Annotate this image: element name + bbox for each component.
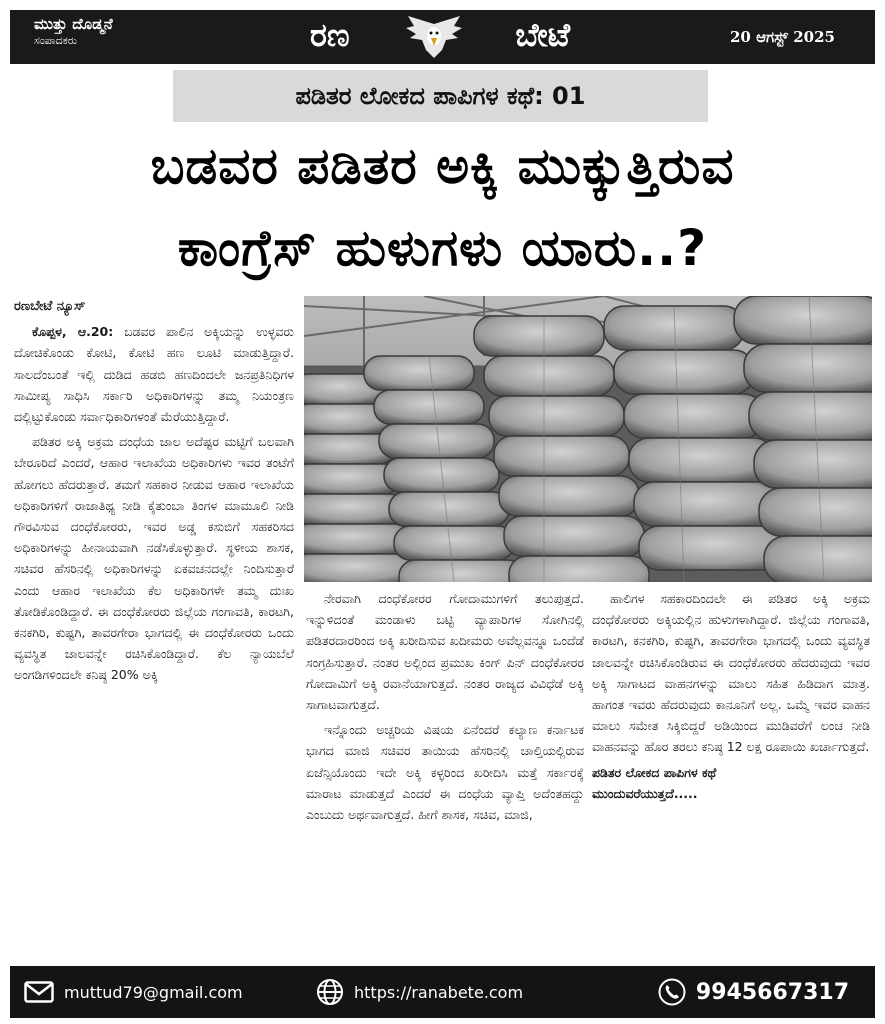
warehouse-photo-illustration [304, 296, 872, 582]
phone-icon [658, 978, 686, 1006]
mail-icon [24, 981, 54, 1003]
contact-footer [10, 966, 875, 1018]
rice-sacks-photo [304, 296, 872, 582]
brand-word-left: ರಣ [310, 16, 350, 54]
phone-number[interactable]: 9945667317 [695, 979, 849, 1005]
brand-word-right: ಬೇಟೆ [515, 16, 570, 54]
article-column-3 [592, 588, 870, 964]
email-address[interactable]: muttud79@gmail.com [64, 982, 243, 1002]
masthead [10, 10, 875, 64]
globe-icon [316, 978, 344, 1006]
paragraph [14, 321, 294, 427]
dateline: ಕೊಪ್ಪಳ, ಆ.20: [32, 324, 114, 340]
byline: ರಣಬೇಟೆ ನ್ಯೂಸ್ [14, 299, 86, 314]
series-title: ಪಡಿತರ ಲೋಕದ ಪಾಪಿಗಳ ಕಥೆ: 01 [173, 70, 708, 122]
issue-date: 20 ಆಗಸ್ಟ್ 2025 [730, 28, 835, 46]
article-column-2 [306, 588, 584, 964]
website-url[interactable]: https://ranabete.com [354, 982, 524, 1002]
editor-block [34, 16, 113, 47]
paragraph-text: ಬಡವರ ಪಾಲಿನ ಅಕ್ಕಿಯನ್ನು ಉಳ್ಳವರು ದೋಚಿಕೊಂಡು ಕೋಟಿ, ಕೋಟಿ ಹಣ ಲೂಟಿ ಮಾಡುತ್ತಿದ್ದಾರೆ. ಸಾಲದೆಂಬಂತೆ ಇಲ್ಲಿ ದುಡಿದ ಹಡಬಿ ಹಣದಿಂದಲೇ ಜನಪ್ರತಿನಿಧಿಗಳ ಸಾಮೀಪ್ಯ ಸಾಧಿಸಿ ಸರ್ಕಾರಿ ಅಧಿಕಾರಿಗಳನ್ನು ತಮ್ಮ ನಿಯಂತ್ರಣ ದಲ್ಲಿಟ್ಟುಕೊಂಡು ಸರ್ವಾಧಿಕಾರಿಗಳಂತೆ ಮೆರೆಯುತ್ತಿದ್ದಾರೆ. [14, 324, 294, 425]
phone-contact[interactable] [658, 966, 849, 1018]
continued-text: ಮುಂದುವರೆಯುತ್ತದೆ..... [592, 785, 698, 801]
website-contact[interactable] [316, 966, 523, 1018]
editor-name: ಮುತ್ತು ದೊಡ್ಮನೆ [34, 15, 113, 33]
continued-note [592, 762, 870, 804]
paragraph: ಪಡಿತರ ಅಕ್ಕಿ ಅಕ್ರಮ ದಂಧೆಯ ಜಾಲ ಅದೆಷ್ಟರ ಮಟ್ಟಿಗೆ ಬಲವಾಗಿ ಬೇರೂರಿದೆ ಎಂದರೆ, ಆಹಾರ ಇಲಾಖೆಯ ಅಧಿಕಾರಿಗಳು ಇವರ ತಂಟೆಗೆ ಹೋಗಲು ಹೆದರುತ್ತಾರೆ. ತಮಗೆ ಸಹಕಾರ ನೀಡುವ ಆಹಾರ ಇಲಾಖೆಯ ಅಧಿಕಾರಿಗಳಿಗೆ ರಾಜಾತಿಥ್ಯ ನೀಡಿ ಕೈತುಂಬಾ ತಿಂಗಳ ಮಾಮೂಲಿ ನೀಡಿ ಗೌರವಿಸುವ ದಂಧೆಕೋರರು, ಇವರ ಅಡ್ಡ ಕಸುಬಿಗೆ ಸಹಕರಿಸದ ಅಧಿಕಾರಿಗಳನ್ನು ಹೀನಾಯವಾಗಿ ನಡೆಸಿಕೊಳ್ಳುತ್ತಾರೆ. ಸ್ಥಳೀಯ ಶಾಸಕ, ಸಚಿವರ ಹೆಸರಿನಲ್ಲಿ ಅಧಿಕಾರಿಗಳನ್ನು ಏಕವಚನದಲ್ಲೇ ನಿಂದಿಸುತ್ತಾರೆ ಎಂದು ಆಹಾರ ಇಲಾಖೆಯ ಕೆಲ ಅಧಿಕಾರಿಗಳೇ ತಮ್ಮ ದುಃಖ ತೋಡಿಕೊಂಡಿದ್ದಾರೆ. ಈ ದಂಧೆಕೋರರು ಜಿಲ್ಲೆಯ ಗಂಗಾವತಿ, ಕಾರಟಗಿ, ಕನಕಗಿರಿ, ಕುಷ್ಟಗಿ, ತಾವರಗೇರಾ ಭಾಗದಲ್ಲಿ ಈ ದಂಧೆಕೋರರು ಒಂದು ವ್ಯವಸ್ಥಿತ ಜಾಲವನ್ನೇ ರಚಿಸಿಕೊಂಡಿದ್ದಾರೆ. ಕೆಲ ನ್ಯಾಯಬೆಲೆ ಅಂಗಡಿಗಳಿಂದಲೇ ಕನಿಷ್ಠ 20% ಅಕ್ಕಿ [14, 434, 294, 683]
paragraph: ನೇರವಾಗಿ ದಂಧೆಕೋರರ ಗೋದಾಮುಗಳಿಗೆ ತಲುಪುತ್ತದೆ. ಇನ್ನುಳಿದಂತೆ ಮಂಡಾಳು ಬಟ್ಟಿ ವ್ಯಾಪಾರಿಗಳ ಸೋಗಿನಲ್ಲಿ ಪಡಿತರದಾರರಿಂದ ಅಕ್ಕಿ ಖರೀದಿಸುವ ಖದೀಮರು ಅವೆಲ್ಲವನ್ನೂ ಒಂದೆಡೆ ಸಂಗ್ರಹಿಸುತ್ತಾರೆ. ನಂತರ ಅಲ್ಲಿಂದ ಪ್ರಮುಖ ಕಿಂಗ್ ಪಿನ್ ದಂಧೆಕೋರರ ಗೋದಾಮಿಗೆ ಅಕ್ಕಿ ರವಾನೆಯಾಗುತ್ತದೆ. ನಂತರ ರಾಜ್ಯದ ವಿವಿಧೆಡೆ ಅಕ್ಕಿ ಸಾಗಾಟವಾಗುತ್ತದೆ. [306, 591, 584, 713]
headline-line-1: ಬಡವರ ಪಡಿತರ ಅಕ್ಕಿ ಮುಕ್ಕುತ್ತಿರುವ [150, 137, 735, 195]
eagle-logo-icon [404, 14, 464, 66]
paragraph: ಹಾಲಿಗಳ ಸಹಕಾರದಿಂದಲೇ ಈ ಪಡಿತರ ಅಕ್ಕಿ ಅಕ್ರಮ ದಂಧೆಕೋರರು ಅಕ್ಕಿಯಲ್ಲಿನ ಹುಳುಗಳಾಗಿದ್ದಾರೆ. ಜಿಲ್ಲೆಯ ಗಂಗಾವತಿ, ಕಾರಟಗಿ, ಕನಕಗಿರಿ, ಕುಷ್ಟಗಿ, ತಾವರಗೇರಾ ಭಾಗದಲ್ಲಿ ಒಂದು ವ್ಯವಸ್ಥಿತ ಜಾಲವನ್ನೇ ರಚಿಸಿಕೊಂಡಿರುವ ಈ ದಂಧೆಕೋರರು ಹೆದರುವುದು ಇವರ ಅಕ್ಕಿ ಸಾಗಾಟದ ವಾಹನಗಳನ್ನು ಮಾಲು ಸಹಿತ ಹಿಡಿದಾಗ ಮಾತ್ರ. ಹಾಗಂತ ಇವರು ಹೆದರುವುದು ಕಾನೂನಿಗೆ ಅಲ್ಲ. ಒಮ್ಮೆ ಇವರ ವಾಹನ ಮಾಲು ಸಮೇತ ಸಿಕ್ಕಿಬಿದ್ದರೆ ಅಡಿಯಿಂದ ಮುಡಿವರೆಗೆ ಲಂಚ ನೀಡಿ ವಾಹನವನ್ನು ಹೊರ ತರಲು ಕನಿಷ್ಠ 12 ಲಕ್ಷ ರೂಪಾಯಿ ಖರ್ಚಾಗುತ್ತದೆ. [592, 591, 870, 755]
paragraph: ಇನ್ನೊಂದು ಅಚ್ಚರಿಯ ವಿಷಯ ಏನೆಂದರೆ ಕಲ್ಯಾಣ ಕರ್ನಾಟಕ ಭಾಗದ ಮಾಜಿ ಸಚಿವರ ತಾಯಿಯ ಹೆಸರಿನಲ್ಲಿ ಚಾಲ್ತಿಯಲ್ಲಿರುವ ಏಜೆನ್ಸಿಯೊಂದು ಇದೇ ಅಕ್ಕಿ ಕಳ್ಳರಿಂದ ಖರೀದಿಸಿ ಮತ್ತೆ ಸರ್ಕಾರಕ್ಕೆ ಮಾರಾಟ ಮಾಡುತ್ತದೆ ಎಂದರೆ ಈ ದಂಧೆಯ ವ್ಯಾಪ್ತಿ ಅದೆಂತಹದ್ದು ಎಂಬುದು ಅರ್ಥವಾಗುತ್ತದೆ. ಹೀಗೆ ಶಾಸಕ, ಸಚಿವ, ಮಾಜಿ, [306, 722, 584, 823]
editor-role: ಸಂಪಾದಕರು [34, 33, 78, 47]
headline-line-2: ಕಾಂಗ್ರೆಸ್ ಹುಳುಗಳು ಯಾರು..? [177, 219, 708, 277]
continued-series-title: ಪಡಿತರ ಲೋಕದ ಪಾಪಿಗಳ ಕಥೆ [592, 764, 717, 780]
article-column-1 [14, 296, 294, 968]
email-contact[interactable] [24, 966, 243, 1018]
newspaper-brand [310, 12, 570, 62]
